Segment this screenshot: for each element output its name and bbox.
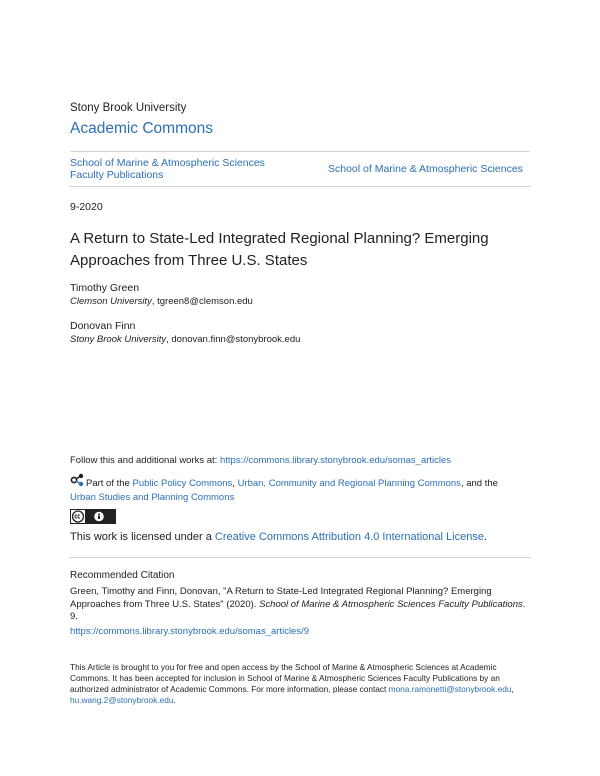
author-affiliation: Stony Brook University — [70, 334, 167, 345]
urban-studies-commons-link[interactable]: Urban Studies and Planning Commons — [70, 492, 235, 503]
author-affiliation-line: Stony Brook University, donovan.finn@stonybrook.edu — [70, 334, 301, 345]
follow-line — [70, 455, 451, 466]
part-of-prefix: Part of the — [86, 478, 133, 489]
recommended-citation-text — [70, 586, 530, 624]
creative-commons-by-badge[interactable] — [70, 509, 116, 524]
notice-separator: , — [511, 684, 514, 694]
license-link[interactable]: Creative Commons Attribution 4.0 International License — [214, 531, 484, 543]
author-name: Donovan Finn — [70, 320, 136, 332]
notice-text: This Article is brought to you for free and open access by the School of Marine & Atmospheric Sciences at Academic Commons. It has been accepted for inclusion in School of Marine & Atmospheric Sciences Faculty Publications by an authorized administrator of Academic Commons. For more information, please contact — [70, 662, 500, 694]
author-affiliation-line: Clemson University, tgreen8@clemson.edu — [70, 296, 253, 307]
divider-collections — [70, 186, 530, 187]
notice-end: . — [173, 695, 176, 705]
access-notice — [70, 662, 530, 706]
public-policy-commons-link[interactable]: Public Policy Commons — [132, 478, 233, 489]
divider-top — [70, 151, 530, 152]
publication-date: 9-2020 — [70, 201, 103, 213]
follow-url-link[interactable]: https://commons.library.stonybrook.edu/somas_articles — [219, 455, 452, 466]
part-of-separator: , and the — [460, 478, 498, 489]
follow-prefix: Follow this and additional works at: — [70, 455, 220, 466]
urban-planning-commons-link[interactable]: Urban, Community and Regional Planning Commons — [237, 478, 461, 489]
collection-link-department[interactable]: School of Marine & Atmospheric Sciences — [328, 163, 523, 175]
institution-name: Stony Brook University — [70, 102, 187, 114]
author-name: Timothy Green — [70, 282, 140, 294]
license-line — [70, 531, 487, 543]
divider-citation — [70, 557, 530, 558]
contact-email-link[interactable]: mona.ramonetti@stonybrook.edu — [388, 684, 512, 694]
author-email: donovan.finn@stonybrook.edu — [171, 334, 301, 345]
citation-body: Green, Timothy and Finn, Donovan, "A Return to State-Led Integrated Regional Planning? Emerging Approaches from Three U.S. States" (2020). — [70, 586, 492, 610]
license-prefix: This work is licensed under a — [70, 531, 215, 543]
license-suffix: . — [483, 531, 488, 543]
part-of-line — [86, 476, 530, 492]
article-title: A Return to State-Led Integrated Regional Planning? Emerging Approaches from Three U.S. States — [70, 230, 489, 269]
author-affiliation: Clemson University — [70, 296, 152, 307]
citation-journal: School of Marine & Atmospheric Sciences Faculty Publications — [259, 598, 523, 610]
author-block — [70, 282, 253, 307]
contact-email-link-2[interactable]: hu.wang.2@stonybrook.edu — [70, 695, 174, 705]
author-email: tgreen8@clemson.edu — [157, 296, 253, 307]
author-block — [70, 320, 300, 345]
network-share-icon — [70, 473, 84, 487]
citation-url-link[interactable]: https://commons.library.stonybrook.edu/somas_articles/9 — [70, 626, 310, 637]
part-of-separator: , — [232, 478, 238, 489]
citation-number: . 9. — [70, 598, 526, 622]
collection-link-faculty-publications[interactable]: School of Marine & Atmospheric Sciences Faculty Publications — [70, 157, 265, 181]
part-of-line-continued — [70, 492, 234, 503]
recommended-citation-heading: Recommended Citation — [70, 570, 175, 581]
repository-link[interactable]: Academic Commons — [70, 120, 213, 137]
